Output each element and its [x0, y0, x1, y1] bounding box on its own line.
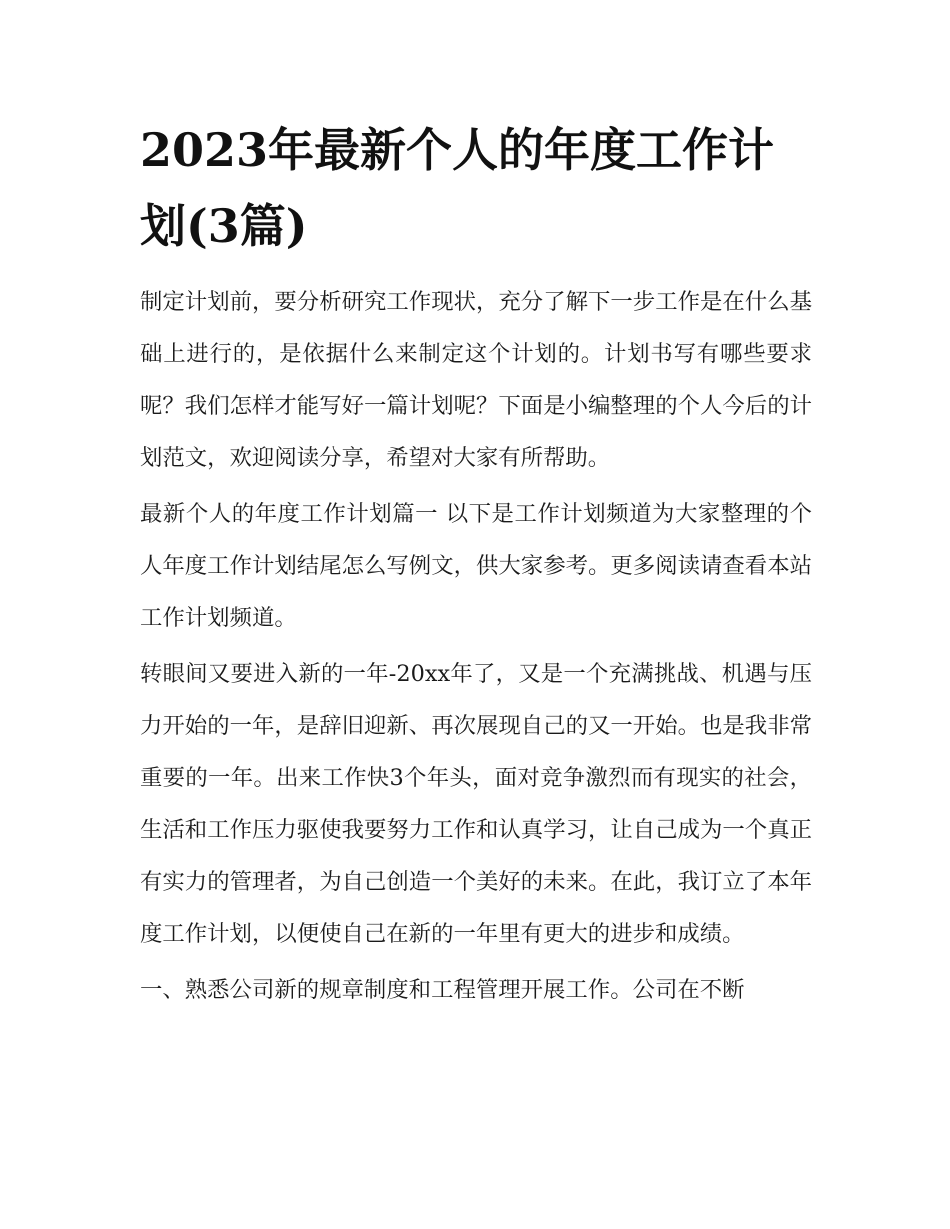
paragraph-section-one: 一、熟悉公司新的规章制度和工程管理开展工作。公司在不断: [140, 977, 745, 1003]
document-body: [140, 112, 812, 1016]
paragraph-new-year: 转眼间又要进入新的一年-20xx年了，又是一个充满挑战、机遇与压力开始的一年，是辞旧迎新、再次展现自己的又一开始。也是我非常重要的一年。出来工作快3个年头，面对竞争激烈而有现实的社会，生活和工作压力驱使我要努力工作和认真学习，让自己成为一个真正有实力的管理者，为自己创造一个美好的未来。在此，我订立了本年度工作计划，以便使自己在新的一年里有更大的进步和成绩。: [140, 661, 812, 947]
document-title: 2023年最新个人的年度工作计划(3篇): [140, 123, 775, 253]
paragraph-intro: 制定计划前，要分析研究工作现状，充分了解下一步工作是在什么基础上进行的，是依据什么来制定这个计划的。计划书写有哪些要求呢？我们怎样才能写好一篇计划呢？下面是小编整理的个人今后的计划范文，欢迎阅读分享，希望对大家有所帮助。: [140, 289, 812, 471]
paragraph-plan-one-intro: 最新个人的年度工作计划篇一 以下是工作计划频道为大家整理的个人年度工作计划结尾怎么写例文，供大家参考。更多阅读请查看本站工作计划频道。: [140, 501, 812, 631]
